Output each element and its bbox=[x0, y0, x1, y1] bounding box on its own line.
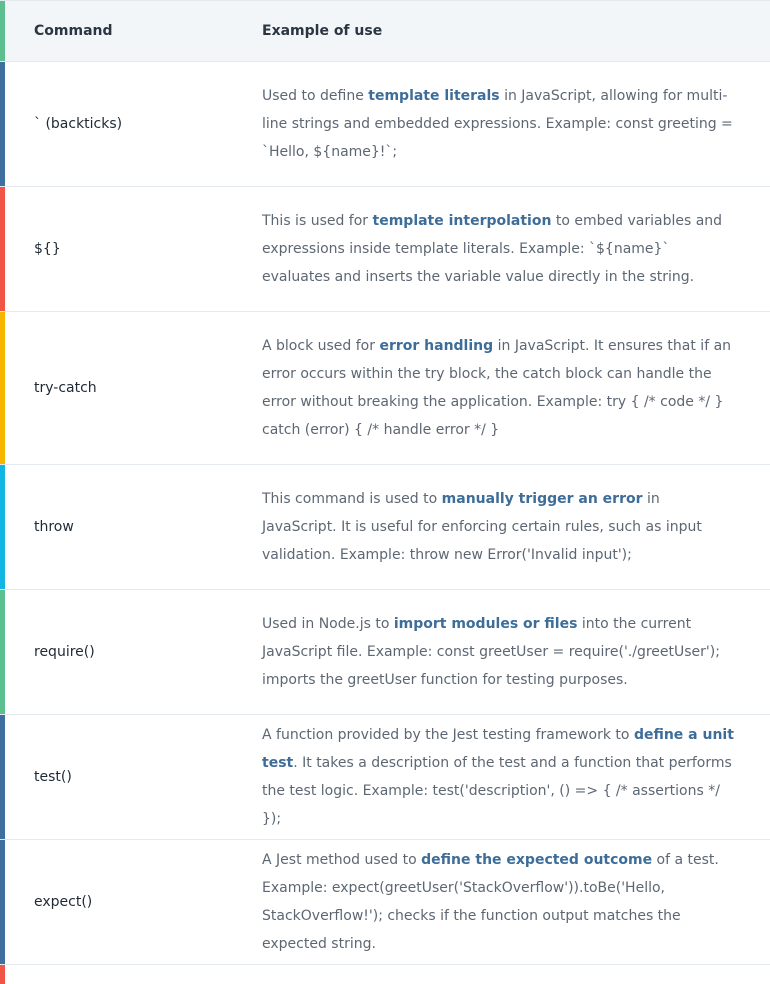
command-cell: ` (backticks) bbox=[34, 116, 123, 132]
example-text-after: in JavaScript, allowing for multi-line strings and embedded expressions. Example: const greeting = `Hello, ${name}!`; bbox=[262, 88, 733, 160]
row-accent-bar bbox=[0, 465, 5, 589]
command-cell: expect() bbox=[34, 894, 93, 910]
row-accent-bar bbox=[0, 312, 5, 464]
highlighted-term: template interpolation bbox=[372, 213, 552, 229]
table-row bbox=[0, 187, 770, 312]
highlighted-term: manually trigger an error bbox=[441, 491, 643, 507]
table-row bbox=[0, 590, 770, 715]
example-text-before: Used to define bbox=[262, 88, 369, 104]
table-row bbox=[0, 62, 770, 187]
command-cell: throw bbox=[34, 519, 74, 535]
example-cell bbox=[262, 846, 770, 958]
example-cell bbox=[262, 332, 770, 444]
row-accent-bar bbox=[0, 715, 5, 839]
highlighted-term: define a unit test bbox=[262, 727, 734, 771]
highlighted-term: error handling bbox=[379, 338, 494, 354]
example-cell bbox=[262, 207, 770, 291]
example-text-after: . It takes a description of the test and a function that performs the test logic. Example: test('description', () => { /* assertions */ }); bbox=[262, 755, 732, 827]
command-cell: ${} bbox=[34, 241, 61, 257]
example-text-before: This command is used to bbox=[262, 491, 442, 507]
header-command: Command bbox=[34, 23, 113, 39]
example-cell bbox=[262, 610, 770, 694]
example-cell bbox=[262, 721, 770, 833]
example-cell bbox=[262, 485, 770, 569]
row-accent-bar bbox=[0, 187, 5, 311]
example-text-before: A block used for bbox=[262, 338, 380, 354]
highlighted-term: import modules or files bbox=[393, 616, 578, 632]
example-text-before: Used in Node.js to bbox=[262, 616, 394, 632]
example-text-before: A function provided by the Jest testing framework to bbox=[262, 727, 634, 743]
table-row bbox=[0, 965, 770, 984]
example-cell bbox=[262, 82, 770, 166]
example-text-after: to embed variables and expressions inside template literals. Example: `${name}` evaluates and inserts the variable value directly in the string. bbox=[262, 213, 723, 285]
table-body bbox=[0, 62, 770, 984]
table-row bbox=[0, 465, 770, 590]
header-example: Example of use bbox=[262, 23, 383, 39]
highlighted-term: define the expected outcome bbox=[421, 852, 653, 868]
example-text-before: A Jest method used to bbox=[262, 852, 422, 868]
row-accent-bar bbox=[0, 840, 5, 964]
table-row bbox=[0, 715, 770, 840]
command-cell: test() bbox=[34, 769, 72, 785]
row-accent-bar bbox=[0, 590, 5, 714]
table-header-row bbox=[0, 0, 770, 62]
example-text-before: This is used for bbox=[262, 213, 373, 229]
example-text-after: of a test. Example: expect(greetUser('StackOverflow')).toBe('Hello, StackOverflow!'); checks if the function output matches the expected string. bbox=[262, 852, 719, 952]
highlighted-term: template literals bbox=[368, 88, 500, 104]
row-accent-bar bbox=[0, 1, 5, 61]
command-cell: try-catch bbox=[34, 380, 97, 396]
row-accent-bar bbox=[0, 62, 5, 186]
command-cell: require() bbox=[34, 644, 95, 660]
example-text-after: in JavaScript. It ensures that if an error occurs within the try block, the catch block can handle the error without breaking the application. Example: try { /* code */ } catch (error) { /* handle error */ } bbox=[262, 338, 732, 438]
table-row bbox=[0, 840, 770, 965]
row-accent-bar bbox=[0, 965, 5, 984]
example-text-after: in JavaScript. It is useful for enforcing certain rules, such as input validation. Example: throw new Error('Invalid input'); bbox=[262, 491, 702, 563]
table-row bbox=[0, 312, 770, 465]
example-text-after: into the current JavaScript file. Example: const greetUser = require('./greetUser'); imports the greetUser function for testing purposes. bbox=[262, 616, 720, 688]
